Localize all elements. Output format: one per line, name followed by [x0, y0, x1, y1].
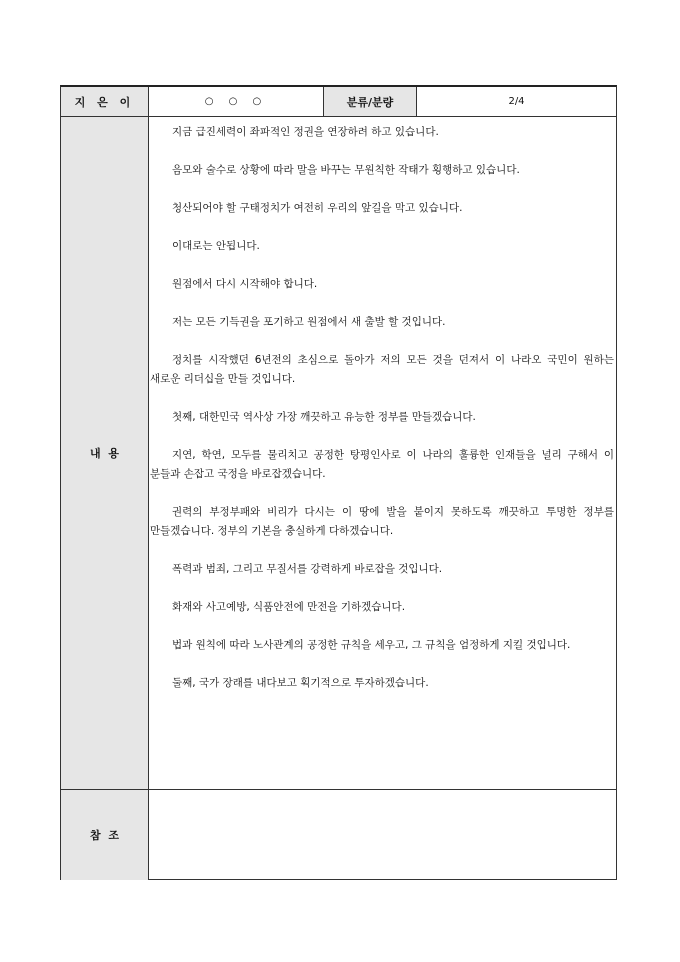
reference-label	[61, 790, 149, 880]
paragraph: 지금 급진세력이 좌파적인 정권을 연장하려 하고 있습니다.	[172, 126, 439, 138]
paragraph: 지연, 학연, 모두를 물리치고 공정한 탕평인사로 이 나라의 훌륭한 인재들을 널리 구해서 이 분들과 손잡고 국정을 바로잡겠습니다.	[150, 449, 614, 480]
reference-body	[149, 790, 616, 880]
author-value: ○ ○ ○	[149, 87, 324, 116]
paragraph: 청산되어야 할 구태정치가 여전히 우리의 앞길을 막고 있습니다.	[172, 202, 463, 214]
category-label: 분류/분량	[324, 87, 417, 116]
paragraph: 정치를 시작했던 6년전의 초심으로 돌아가 저의 모든 것을 던져서 이 나라오 국민이 원하는 새로운 리더십을 만들 것입니다.	[150, 354, 614, 385]
paragraph: 원점에서 다시 시작해야 합니다.	[172, 278, 318, 290]
paragraph: 첫째, 대한민국 역사상 가장 깨끗하고 유능한 정부를 만들겠습니다.	[172, 411, 476, 423]
paragraph: 음모와 술수로 상황에 따라 말을 바꾸는 무원칙한 작태가 횡행하고 있습니다.	[172, 164, 520, 176]
paragraph: 법과 원칙에 따라 노사관계의 공정한 규칙을 세우고, 그 규칙을 엄정하게 지킬 것입니다.	[172, 639, 571, 651]
paragraph: 권력의 부정부패와 비리가 다시는 이 땅에 발을 붙이지 못하도록 깨끗하고 투명한 정부를 만들겠습니다. 정부의 기본을 충실하게 다하겠습니다.	[150, 506, 614, 537]
paragraph: 화재와 사고예방, 식품안전에 만전을 기하겠습니다.	[172, 601, 406, 613]
header-row	[61, 87, 616, 117]
paragraph: 둘째, 국가 장래를 내다보고 획기적으로 투자하겠습니다.	[172, 677, 429, 689]
document-form	[60, 85, 617, 880]
content-row	[61, 117, 616, 790]
reference-row	[61, 790, 616, 880]
paragraph: 이대로는 안됩니다.	[172, 240, 260, 252]
content-label	[61, 117, 149, 789]
paragraph: 저는 모든 기득권을 포기하고 원점에서 새 출발 할 것입니다.	[172, 316, 446, 328]
category-value: 2/4	[508, 96, 525, 107]
paragraph: 폭력과 범죄, 그리고 무질서를 강력하게 바로잡을 것입니다.	[172, 563, 443, 575]
content-label-text: 내 용	[90, 447, 119, 460]
reference-label-text: 참 조	[90, 829, 119, 842]
content-body	[149, 117, 616, 789]
author-label: 지 은 이	[61, 87, 149, 116]
